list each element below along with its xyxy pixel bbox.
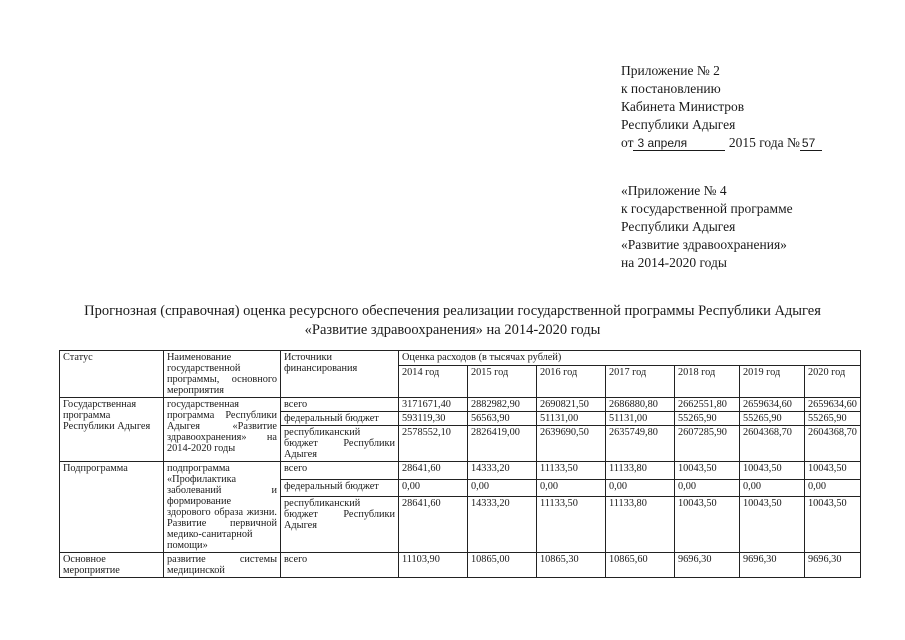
value-cell: 0,00 xyxy=(606,479,675,497)
attachment-1-line: к постановлению xyxy=(621,81,721,96)
value-cell: 2882982,90 xyxy=(468,398,537,412)
table-row xyxy=(60,462,861,480)
status-cell: Основное мероприятие xyxy=(60,553,164,578)
value-cell: 2826419,00 xyxy=(468,426,537,462)
value-cell: 0,00 xyxy=(468,479,537,497)
value-cell: 10043,50 xyxy=(740,462,805,480)
value-cell: 55265,90 xyxy=(805,412,861,426)
status-cell: Государственная программа Республики Адыгея xyxy=(60,398,164,462)
value-cell: 55265,90 xyxy=(740,412,805,426)
value-cell: 2604368,70 xyxy=(805,426,861,462)
value-cell: 56563,90 xyxy=(468,412,537,426)
source-cell: республиканский бюджет Республики Адыгея xyxy=(281,426,399,462)
value-cell: 10043,50 xyxy=(675,462,740,480)
resource-table xyxy=(59,350,861,578)
value-cell: 55265,90 xyxy=(675,412,740,426)
value-cell: 9696,30 xyxy=(805,553,861,578)
name-cell: государственная программа Республики Адыгея «Развитие здравоохранения» на 2014-2020 годы xyxy=(164,398,281,462)
attachment-1-line: Кабинета Министров xyxy=(621,99,745,114)
value-cell: 11133,80 xyxy=(606,462,675,480)
value-cell: 14333,20 xyxy=(468,497,537,553)
attachment-2-line: к государственной программе xyxy=(621,201,793,216)
header-year: 2018 год xyxy=(675,366,740,398)
value-cell: 10043,50 xyxy=(740,497,805,553)
attachment-1-line: Приложение № 2 xyxy=(621,63,720,78)
attachment-block-2 xyxy=(621,182,793,272)
value-cell: 2662551,80 xyxy=(675,398,740,412)
value-cell: 11133,80 xyxy=(606,497,675,553)
header-status: Статус xyxy=(60,351,164,398)
source-cell: всего xyxy=(281,398,399,412)
value-cell: 51131,00 xyxy=(606,412,675,426)
value-cell: 3171671,40 xyxy=(399,398,468,412)
header-estimate: Оценка расходов (в тысячах рублей) xyxy=(399,351,861,366)
value-cell: 10865,60 xyxy=(606,553,675,578)
value-cell: 51131,00 xyxy=(537,412,606,426)
handwritten-number: 57 xyxy=(800,136,822,151)
attachment-2-line: Республики Адыгея xyxy=(621,219,736,234)
header-row-1 xyxy=(60,351,861,366)
value-cell: 10043,50 xyxy=(805,497,861,553)
document-title xyxy=(40,302,865,340)
source-cell: федеральный бюджет xyxy=(281,412,399,426)
value-cell: 10865,00 xyxy=(468,553,537,578)
value-cell: 0,00 xyxy=(805,479,861,497)
value-cell: 10865,30 xyxy=(537,553,606,578)
header-year: 2016 год xyxy=(537,366,606,398)
value-cell: 2690821,50 xyxy=(537,398,606,412)
value-cell: 9696,30 xyxy=(675,553,740,578)
header-year: 2015 год xyxy=(468,366,537,398)
table-row xyxy=(60,398,861,412)
value-cell: 0,00 xyxy=(399,479,468,497)
value-cell: 10043,50 xyxy=(675,497,740,553)
name-cell: подпрограмма «Профилактика заболеваний и формирование здорового образа жизни. Развитие первичной медико-санитарной помощи» xyxy=(164,462,281,553)
status-cell: Подпрограмма xyxy=(60,462,164,553)
source-cell: всего xyxy=(281,462,399,480)
header-year: 2020 год xyxy=(805,366,861,398)
value-cell: 2604368,70 xyxy=(740,426,805,462)
attachment-2-line: на 2014-2020 годы xyxy=(621,255,727,270)
name-cell: развитие системы медицинской xyxy=(164,553,281,578)
value-cell: 0,00 xyxy=(675,479,740,497)
attachment-2-line: «Развитие здравоохранения» xyxy=(621,237,787,252)
attachment-1-line: Республики Адыгея xyxy=(621,117,736,132)
value-cell: 2686880,80 xyxy=(606,398,675,412)
attachment-2-line: «Приложение № 4 xyxy=(621,183,727,198)
value-cell: 2659634,60 xyxy=(740,398,805,412)
value-cell: 2659634,60 xyxy=(805,398,861,412)
value-cell: 11103,90 xyxy=(399,553,468,578)
attachment-1-date-line xyxy=(621,134,822,152)
value-cell: 2578552,10 xyxy=(399,426,468,462)
value-cell: 28641,60 xyxy=(399,462,468,480)
header-year: 2014 год xyxy=(399,366,468,398)
value-cell: 2607285,90 xyxy=(675,426,740,462)
source-cell: всего xyxy=(281,553,399,578)
value-cell: 14333,20 xyxy=(468,462,537,480)
attachment-block-1 xyxy=(621,62,822,152)
title-line-1: Прогнозная (справочная) оценка ресурсного обеспечения реализации государственной программы Республики Адыгея xyxy=(84,303,821,319)
date-prefix: от xyxy=(621,135,634,150)
header-year: 2019 год xyxy=(740,366,805,398)
source-cell: республиканский бюджет Республики Адыгея xyxy=(281,497,399,553)
source-cell: федеральный бюджет xyxy=(281,479,399,497)
value-cell: 28641,60 xyxy=(399,497,468,553)
header-year: 2017 год xyxy=(606,366,675,398)
value-cell: 2635749,80 xyxy=(606,426,675,462)
value-cell: 10043,50 xyxy=(805,462,861,480)
handwritten-date: 3 апреля xyxy=(633,136,725,151)
value-cell: 2639690,50 xyxy=(537,426,606,462)
header-sources: Источники финансирования xyxy=(281,351,399,398)
value-cell: 593119,30 xyxy=(399,412,468,426)
title-line-2: «Развитие здравоохранения» на 2014-2020 годы xyxy=(304,322,601,338)
date-suffix: 2015 года № xyxy=(728,135,800,150)
value-cell: 9696,30 xyxy=(740,553,805,578)
value-cell: 0,00 xyxy=(537,479,606,497)
value-cell: 11133,50 xyxy=(537,462,606,480)
header-name: Наименование государственной программы, основного мероприятия xyxy=(164,351,281,398)
table-row xyxy=(60,553,861,578)
value-cell: 11133,50 xyxy=(537,497,606,553)
value-cell: 0,00 xyxy=(740,479,805,497)
